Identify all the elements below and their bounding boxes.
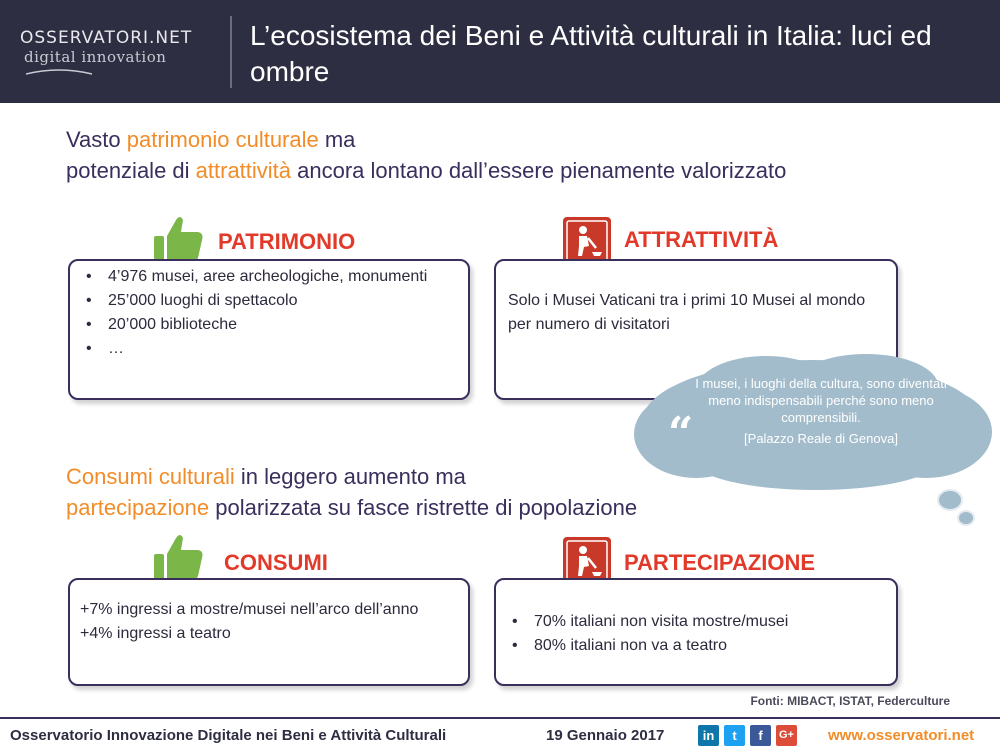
heading-text: ma [318, 127, 356, 152]
list-item: • … [78, 337, 460, 361]
logo-swoosh-icon [24, 68, 94, 78]
list-item: • 70% italiani non visita mostre/musei [504, 610, 888, 634]
partecipazione-title: PARTECIPAZIONE [624, 550, 816, 575]
header-divider [230, 16, 232, 88]
consumi-line: +4% ingressi a teatro [80, 625, 231, 642]
header-bar [0, 0, 1000, 103]
footer-divider [0, 717, 1000, 719]
partecipazione-list [504, 610, 888, 658]
partecipazione-box [494, 578, 898, 686]
quote-text: I musei, i luoghi della cultura, sono diventati meno indispensabili perché sono meno comprensibili. [695, 376, 947, 425]
twitter-icon[interactable]: t [724, 725, 745, 746]
consumi-title: CONSUMI [224, 550, 328, 575]
open-quote-icon: “ [668, 408, 694, 459]
googleplus-icon[interactable]: G+ [776, 725, 797, 746]
list-item: • 25’000 luoghi di spettacolo [78, 289, 460, 313]
footer-website-link[interactable]: www.osservatori.net [828, 727, 975, 744]
section-heading-consumption [66, 461, 786, 523]
list-item: • 80% italiani non va a teatro [504, 634, 888, 658]
quote-block [690, 375, 952, 447]
patrimonio-list [78, 265, 460, 361]
close-quote-icon: ” [922, 348, 948, 399]
patrimonio-title: PATRIMONIO [218, 229, 356, 254]
consumi-box [68, 578, 470, 686]
section-heading-heritage [66, 124, 966, 186]
quote-source: [Palazzo Reale di Genova] [744, 431, 898, 446]
heading-accent: patrimonio culturale [126, 127, 319, 152]
footer-org-name: Osservatorio Innovazione Digitale nei Beni e Attività Culturali [10, 727, 447, 744]
heading-text: in leggero aumento ma [234, 464, 466, 489]
heading-text: polarizzata su fasce ristrette di popolazione [209, 495, 638, 520]
list-item: • 20’000 biblioteche [78, 313, 460, 337]
heading-accent: partecipazione [66, 495, 210, 520]
page-title: L’ecosistema dei Beni e Attività culturali in Italia: luci ed ombre [250, 20, 932, 87]
footer-date: 19 Gennaio 2017 [546, 727, 665, 744]
facebook-icon[interactable]: f [750, 725, 771, 746]
heading-text: potenziale di [66, 158, 196, 183]
logo-tagline: digital innovation [24, 48, 167, 66]
attrattivita-text: Solo i Musei Vaticani tra i primi 10 Musei al mondo per numero di visitatori [508, 292, 866, 333]
consumi-line: +7% ingressi a mostre/musei nell’arco dell’anno [80, 601, 419, 618]
osservatori-logo[interactable] [20, 28, 220, 83]
heading-text: ancora lontano dall’essere pienamente valorizzato [291, 158, 787, 183]
patrimonio-box [68, 259, 470, 400]
heading-accent: attrattività [195, 158, 292, 183]
logo-wordmark: OSSERVATORI.NET [20, 28, 193, 48]
attrattivita-title: ATTRATTIVITÀ [624, 227, 779, 252]
list-item: • 4’976 musei, aree archeologiche, monumenti [78, 265, 460, 289]
heading-accent: Consumi culturali [66, 464, 235, 489]
linkedin-icon[interactable]: in [698, 725, 719, 746]
sources-note: Fonti: MIBACT, ISTAT, Federculture [750, 694, 950, 708]
heading-text: Vasto [66, 127, 127, 152]
